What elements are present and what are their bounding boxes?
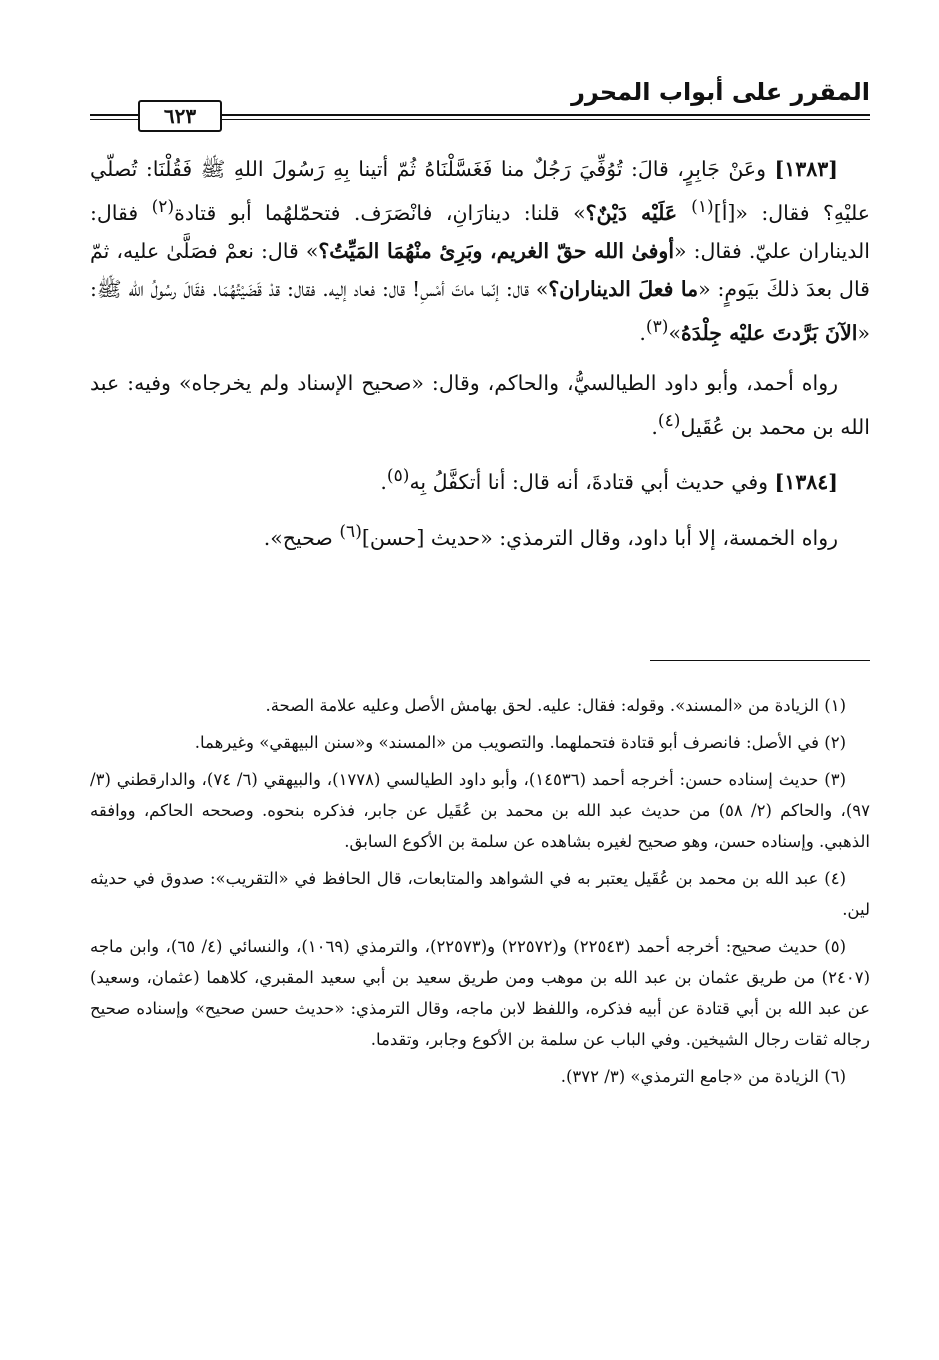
prophet-speech: عَلَيْه دَيْنٌ؟ — [585, 200, 692, 225]
text-run: . — [380, 470, 387, 495]
footnote: (٦) الزيادة من «جامع الترمذي» (٣/ ٣٧٢). — [560, 1067, 846, 1086]
text-run: صحيح». — [263, 526, 340, 551]
footnotes — [90, 690, 870, 1092]
text-run: » قال: نعمْ فصَلَّىٰ عليه، ثمّ قال بعدَ ذلكَ بيَومٍ: « — [90, 238, 870, 301]
hadith-number: [١٣٨٣] — [774, 157, 838, 181]
footnote-marker: (٢) — [151, 197, 175, 217]
footnote: (٣) حديث إسناده حسن: أخرجه أحمد (١٤٥٣٦)، وأبو داود الطيالسي (١٧٧٨)، والبيهقي (٦/ ٧٤)، والدارقطني (٣/ ٩٧)، والحاكم (٢/ ٥٨) من حديث عبد الله بن محمد بن عُقَيل عن جابر، فذكره بنحوه. وصححه الحاكم، ووافقه الذهبي. وإسناده حسن، وهو صحيح لغيره بشاهده عن سلمة بن الأكوع السابق. — [90, 770, 870, 851]
text-run: رواه الخمسة، إلا أبا داود، وقال الترمذي: «حديث [حسن] — [361, 526, 838, 551]
hadith-1384 — [90, 457, 870, 501]
text-run: رواه أحمد، وأبو داود الطيالسيُّ، والحاكم، وقال: «صحيح الإسناد ولم يخرجاه» وفيه: عبد الله بن محمد بن عُقَيل — [90, 370, 870, 439]
text-run: فقال: الديناران عليّ. فقال: « — [90, 200, 870, 263]
text-run: » — [668, 320, 681, 345]
footnote: (٤) عبد الله بن محمد بن عُقَيل يعتبر به في الشواهد والمتابعات، قال الحافظ في «التقريب»: صدوق في حديثه لين. — [90, 869, 870, 919]
prophet-speech: الآنَ بَرَّدتَ عليْه جِلْدَهُ — [681, 320, 858, 345]
hadith-1383 — [90, 150, 870, 352]
running-title: المقرر على أبواب المحرر — [571, 78, 870, 106]
text-run: » قلنا: دينارَانِ، فانْصَرَف. فتحمّلهُما أبو قتادة — [174, 200, 586, 225]
footnote-marker: (٤) — [657, 410, 681, 431]
text-run: . — [639, 320, 646, 345]
takhrij-paragraph — [90, 364, 870, 446]
footnote-marker: (٥) — [386, 466, 410, 487]
hadith-number: [١٣٨٤] — [774, 470, 838, 495]
footnote: (٢) في الأصل: فانصرف أبو قتادة فتحملهما. والتصويب من «المسند» و«سنن البيهقي» وغيرهما. — [194, 733, 846, 752]
footnote: (٥) حديث صحيح: أخرجه أحمد (٢٢٥٤٣) و(٢٢٥٧٢) و(٢٢٥٧٣)، والترمذي (١٠٦٩)، والنسائي (٤/ ٦٥)، وابن ماجه (٢٤٠٧) من طريق عثمان بن عبد الله بن موهب ومن طريق سعيد بن أبي سعيد المقبري، كلاهما (عثمان، وسعيد) عن عبد الله بن أبي قتادة عن أبيه فذكره، واللفظ لابن ماجه، وقال الترمذي: «حديث حسن صحيح» وإسناده صحيح رجاله ثقات رجال الشيخين. وفي الباب عن سلمة بن الأكوع وجابر، وتقدما. — [90, 937, 870, 1049]
text-run: وفي حديث أبي قتادةَ، أنه قال: أنا أتكفَّلُ بِه — [409, 470, 775, 495]
prophet-speech: أوفىٰ الله حقّ الغريم، وبَرِئ منْهُمَا المَيِّتُ؟ — [318, 238, 675, 263]
main-text — [90, 150, 870, 557]
footnote-marker: (٣) — [645, 316, 669, 337]
text-run: وعَنْ جَابِرٍ، قالَ: تُوُفِّيَ رَجُلٌ منا فَغَسَّلْنَاهُ ثُمّ أتينا بِهِ رَسُولَ اللهِ ﷺ فَقُلْنَا: تُصلّي عليْهِ؟ فقال: «[أ] — [90, 157, 871, 225]
page-number: ٦٢٣ — [138, 100, 222, 132]
text-run: . — [651, 414, 658, 439]
footnote-marker: (١) — [691, 197, 714, 217]
footnote-marker: (٦) — [339, 522, 362, 543]
footnote: (١) الزيادة من «المسند». وقوله: فقال: عليه. لحق بهامش الأصل وعليه علامة الصحة. — [265, 696, 846, 715]
takhrij-paragraph — [90, 513, 870, 557]
text-run: » قال: إنّما ماتَ أمْسِ! قال: فعاد إليه. فقال: قدْ قَضَيْتُهُمَا. فقَالَ رسُولُ الله ﷺ: « — [90, 276, 870, 345]
page-header — [90, 70, 870, 130]
prophet-speech: ما فعلَ الديناران؟ — [548, 276, 699, 301]
footnote-separator — [650, 660, 870, 661]
